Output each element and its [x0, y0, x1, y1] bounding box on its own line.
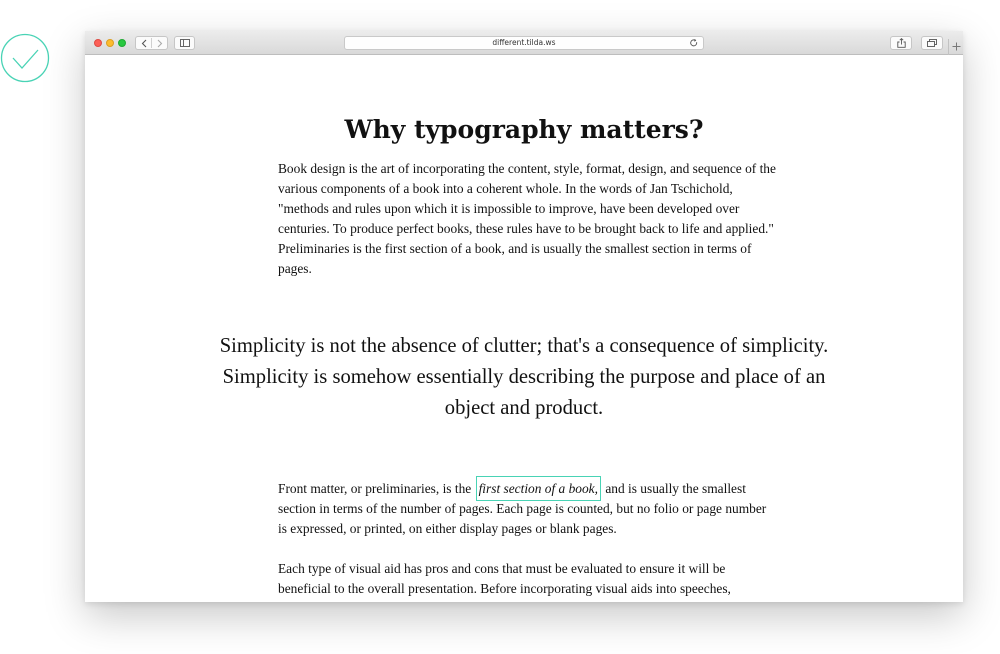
minimize-window-button[interactable] [106, 39, 114, 47]
paragraph-text: Front matter, or preliminaries, is the [278, 481, 472, 496]
plus-icon [952, 42, 961, 51]
reload-icon[interactable] [690, 39, 698, 47]
address-bar[interactable] [344, 36, 704, 50]
new-tab-button[interactable] [948, 39, 963, 55]
paragraph-visual-aids: Each type of visual aid has pros and cons that must be evaluated to ensure it will be beneficial to the overall presentation. Before incorporating visual aids into speeches, [278, 561, 731, 596]
close-window-button[interactable] [94, 39, 102, 47]
browser-toolbar [85, 31, 963, 55]
paragraph-front-matter [278, 479, 778, 539]
paragraph-text: and is usually the smallest section in terms of the number of pages. Each page is counted, but no folio or page number is expressed, or printed, on either display pages or blank pages. [278, 481, 767, 536]
paragraph-book-design: Book design is the art of incorporating the content, style, format, design, and sequence of the various components of a book into a coherent whole. In the words of Jan Tschichold, "methods and rules upon which it is impossible to improve, have been developed over centuries. To produce perfect books, these rules have to be brought back to life and applied." Preliminaries is the first section of a book, and is usually the smallest section in terms of pages. [278, 161, 776, 276]
chevron-left-icon [141, 39, 147, 48]
forward-button[interactable] [152, 37, 167, 49]
sidebar-icon [180, 39, 190, 47]
maximize-window-button[interactable] [118, 39, 126, 47]
page-content [85, 55, 963, 602]
tabs-overview-button[interactable] [921, 36, 943, 50]
navigation-buttons [135, 36, 168, 50]
browser-window [85, 31, 963, 602]
chevron-right-icon [157, 39, 163, 48]
sidebar-button[interactable] [174, 36, 195, 50]
tabs-overview-icon [927, 39, 937, 47]
url-text: different.tilda.ws [492, 38, 556, 47]
page-title: Why typography matters? [344, 115, 704, 144]
share-button[interactable] [890, 36, 912, 50]
highlighted-text[interactable]: first section of a book, [476, 476, 601, 501]
pull-quote: Simplicity is not the absence of clutter; that's a consequence of simplicity. Simplicity is somehow essentially describing the purpose and place of an object and product. [219, 335, 829, 419]
back-button[interactable] [136, 37, 151, 49]
check-circle-icon [0, 33, 50, 83]
share-icon [897, 38, 906, 48]
